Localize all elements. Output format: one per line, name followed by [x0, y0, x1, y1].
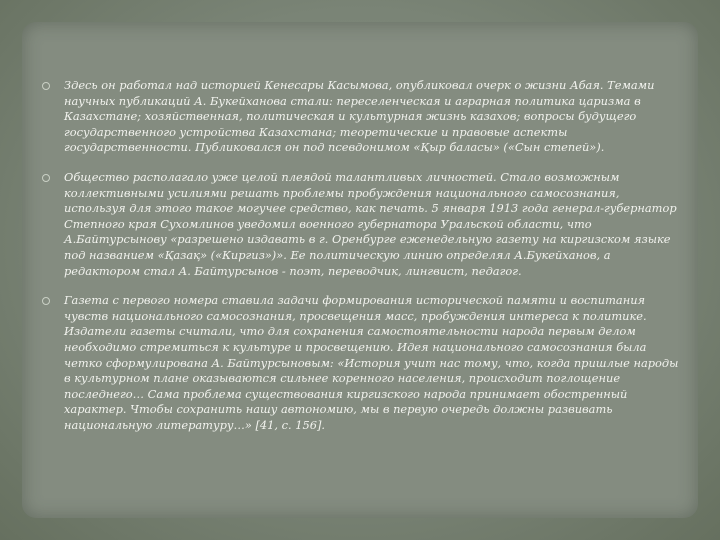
bullet-list: [40, 78, 680, 447]
bullet-text-2: Общество располагало уже целой плеядой талантливых личностей. Стало возможным коллективными усилиями решать проблемы пробуждения национального самосознания, используя для этого такое могучее средство, как печать. 5 января 1913 года генерал-губернатор Степного края Сухомлинов уведомил военного губернатора Уральской области, что А.Байтурсынову «разрешено издавать в г. Оренбурге еженедельную газету на киргизском языке под названием «Қазақ» («Киргиз»)». Ее политическую линию определял А.Букейханов, а редактором стал А. Байтурсынов - поэт, переводчик, лингвист, педагог.: [64, 169, 677, 278]
circle-bullet-icon: [42, 82, 50, 90]
bullet-text-1: Здесь он работал над историей Кенесары Касымова, опубликовал очерк о жизни Абая. Темами научных публикаций А. Букейханова стали: переселенческая и аграрная политика царизма в Казахстане; хозяйственная, политическая и культурная жизнь казахов; вопросы будущего государственного устройства Казахстана; теоретические и правовые аспекты государственности. Публиковался он под псевдонимом «Қыр баласы» («Сын степей»).: [64, 78, 655, 155]
bullet-item-2: [40, 170, 680, 279]
bullet-item-1: [40, 78, 680, 156]
circle-bullet-icon: [42, 297, 50, 305]
bullet-item-3: [40, 293, 680, 433]
circle-bullet-icon: [42, 174, 50, 182]
bullet-text-3: Газета с первого номера ставила задачи формирования исторической памяти и воспитания чувств национального самосознания, просвещения масс, пробуждения интереса к политике. Издатели газеты считали, что для сохранения самостоятельности народа первым делом необходимо стремиться к культуре и просвещению. Идея национального самосознания была четко сформулирована А. Байтурсыновым: «История учит нас тому, что, когда пришлые народы в культурном плане оказываются сильнее коренного населения, происходит поглощение последнего… Сама проблема существования киргизского народа принимает обостренный характер. Чтобы сохранить нашу автономию, мы в первую очередь должны развивать национальную литературу…» [41, с. 156].: [64, 293, 679, 432]
